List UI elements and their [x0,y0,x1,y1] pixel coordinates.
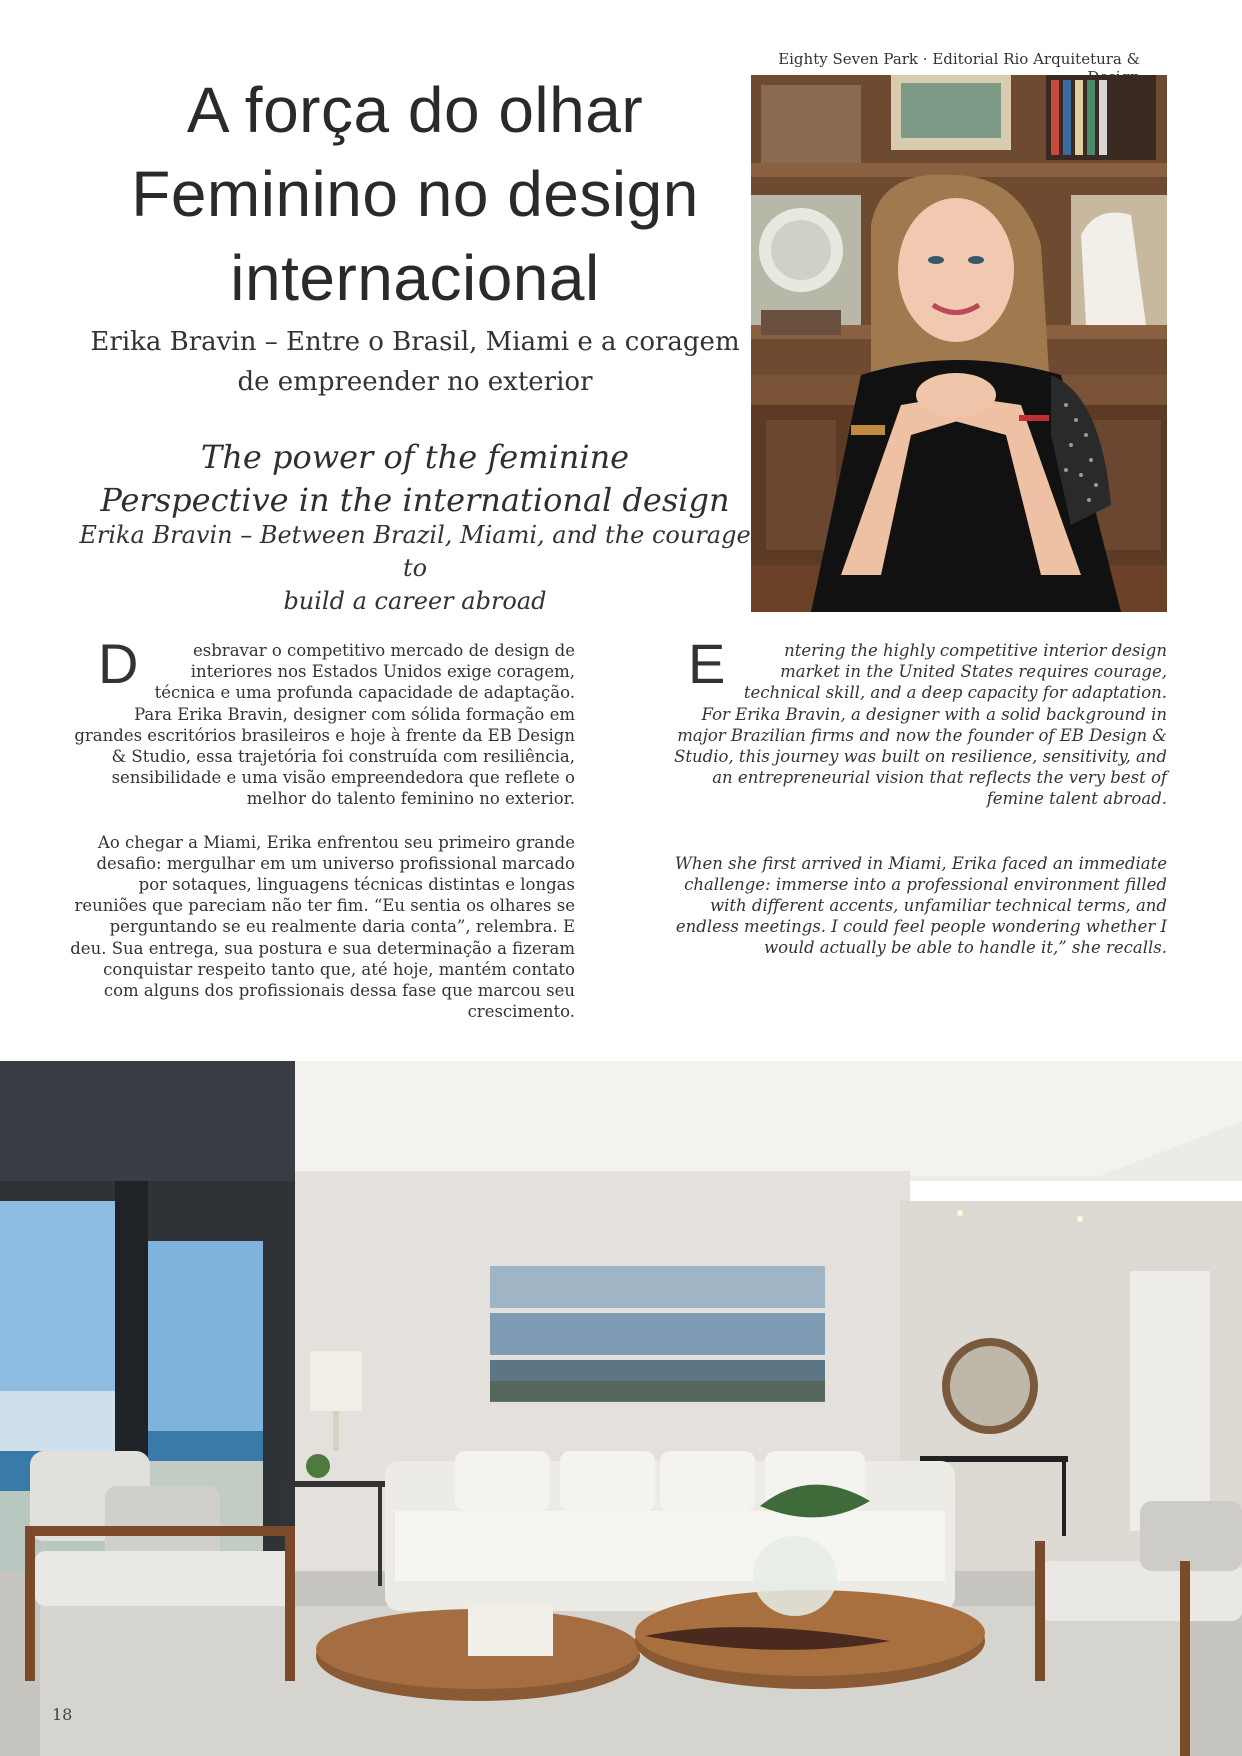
paragraph: Ao chegar a Miami, Erika enfrentou seu primeiro grande desafio: mergulhar em um universo profissional marcado por sotaques, linguagens técnicas distintas e longas reuniões que pareciam não ter fim. “Eu sentia os olhares se perguntando se eu realmente daria conta”, relembra. E deu. Sua entrega, sua postura e sua determinação a fizeram conquistar respeito tanto que, até hoje, mantém contato com alguns dos profissionais dessa fase que marcou seu crescimento. [70,832,575,1022]
body-portuguese [70,632,575,1022]
page-number: 18 [52,1705,73,1724]
english-subtitle-line: Erika Bravin – Between Brazil, Miami, and the courage to [79,521,751,582]
subtitle-line: de empreender no exterior [237,367,593,397]
living-room-illustration [0,1061,1242,1756]
body-english [660,632,1167,959]
title-line: internacional [230,242,600,314]
paragraph-text: ntering the highly competitive interior design market in the United States requires courage, technical skill, and a deep capacity for adaptation. For Erika Bravin, a designer with a solid background in major Brazilian firms and now the founder of EB Design & Studio, this journey was built on resilience, sensitivity, and an entrepreneurial vision that reflects the very best of femine talent abroad. [674,641,1167,809]
photo-caption: Eighty Seven Park · Editorial Rio Arquitetura & [778,50,1140,68]
paragraph: When she first arrived in Miami, Erika faced an immediate challenge: immerse into a professional environment filled with different accents, unfamiliar technical terms, and endless meetings. I could feel people wondering whether I would actually be able to handle it,” she recalls. [674,853,1167,958]
english-title-line: The power of the feminine [200,438,630,476]
english-title-line: Perspective in the international design [100,481,730,519]
article-subtitle [75,322,755,402]
portrait-photo [751,75,1167,612]
english-subtitle [75,519,755,618]
english-subtitle-line: build a career abroad [283,587,547,615]
drop-cap: D [98,632,139,695]
drop-cap: E [688,632,726,695]
paragraph-text: esbravar o competitivo mercado de design de interiores nos Estados Unidos exige coragem, técnica e uma profunda capacidade de adaptação. Para Erika Bravin, designer com sólida formação em grandes escritórios brasileiros e hoje à frente da EB Design & Studio, essa trajetória foi construída com resiliência, sensibilidade e uma visão empreendedora que reflete o melhor do talento feminino no exterior. [74,641,575,809]
portrait-illustration [751,75,1167,612]
title-line: A força do olhar [186,74,644,146]
title-line: Feminino no design [131,158,699,230]
paragraph [660,632,1167,810]
living-room-photo [0,1061,1242,1756]
subtitle-line: Erika Bravin – Entre o Brasil, Miami e a coragem [90,327,740,357]
english-title [75,436,755,522]
paragraph [70,632,575,810]
article-title [75,68,755,320]
